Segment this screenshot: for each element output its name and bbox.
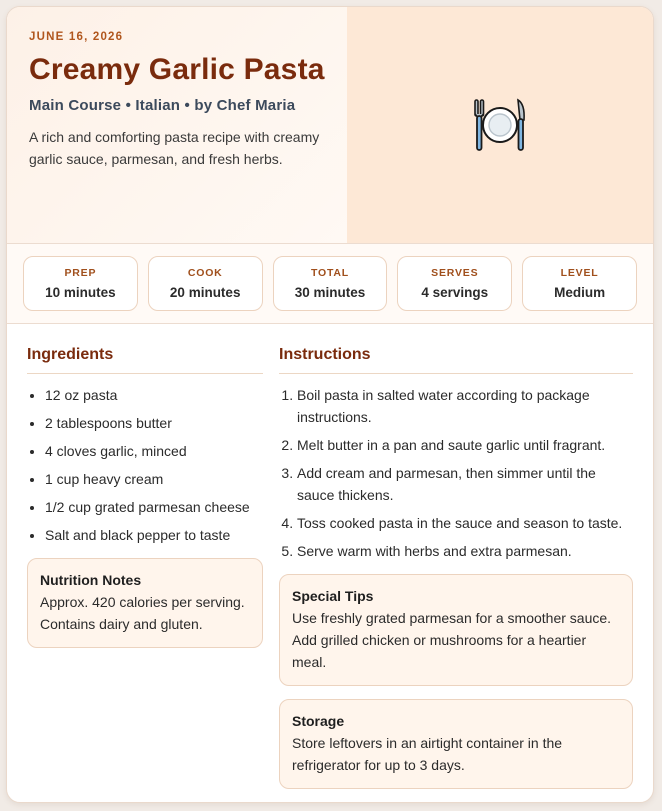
recipe-card [6, 6, 654, 803]
recipe-content [7, 324, 653, 789]
ingredient-item: • Salt and black pepper to taste [45, 524, 263, 546]
ingredients-heading: Ingredients [27, 346, 263, 374]
nutrition-notes-box [27, 558, 263, 648]
storage-box [279, 699, 633, 789]
stat-total [273, 256, 388, 311]
special-tips-title: Special Tips [292, 588, 374, 604]
stat-label: PREP [64, 267, 97, 279]
stat-value: 20 minutes [169, 285, 241, 300]
recipe-description: A rich and comforting pasta recipe with creamy garlic sauce, parmesan, and fresh herbs. [29, 129, 320, 167]
stat-level [522, 256, 637, 311]
stat-prep [23, 256, 138, 311]
special-tips-text: Use freshly grated parmesan for a smoother sauce. Add grilled chicken or mushrooms for a heartier meal. [292, 610, 612, 670]
instruction-step: 4. Toss cooked pasta in the sauce and season to taste. [297, 512, 633, 534]
recipe-subtitle: Main Course • Italian • by Chef Maria [29, 97, 296, 114]
recipe-stats [7, 244, 653, 324]
nutrition-notes-text: Approx. 420 calories per serving. Contains dairy and gluten. [40, 594, 245, 632]
stat-value: Medium [554, 285, 606, 300]
instructions-list [279, 384, 633, 562]
ingredient-item: • 1 cup heavy cream [45, 468, 263, 490]
stat-label: SERVES [431, 267, 479, 279]
ingredients-list [27, 384, 263, 546]
recipe-hero [7, 7, 653, 244]
recipe-title: Creamy Garlic Pasta [29, 53, 325, 86]
instruction-step: 5. Serve warm with herbs and extra parmesan. [297, 540, 633, 562]
instructions-heading: Instructions [279, 346, 633, 374]
instruction-step: 3. Add cream and parmesan, then simmer until the sauce thickens. [297, 462, 633, 506]
stat-value: 10 minutes [45, 285, 116, 300]
stat-label: COOK [187, 267, 223, 279]
stat-value: 30 minutes [294, 285, 366, 300]
instructions-column [279, 346, 633, 789]
hero-image [347, 7, 653, 243]
storage-title: Storage [292, 713, 345, 729]
nutrition-notes-title: Nutrition Notes [40, 572, 142, 588]
hero-text [7, 7, 347, 243]
storage-text: Store leftovers in an airtight container in the refrigerator for up to 3 days. [292, 735, 563, 773]
ingredient-item: • 12 oz pasta [45, 384, 263, 406]
ingredient-item: • 2 tablespoons butter [45, 412, 263, 434]
stat-value: 4 servings [421, 285, 489, 300]
plate-with-cutlery-icon [472, 96, 528, 154]
special-tips-box [279, 574, 633, 686]
ingredient-item: • 4 cloves garlic, minced [45, 440, 263, 462]
stat-label: LEVEL [560, 267, 599, 279]
instruction-step: 1. Boil pasta in salted water according to package instructions. [297, 384, 633, 428]
instruction-step: 2. Melt butter in a pan and saute garlic until fragrant. [297, 434, 633, 456]
stat-serves [397, 256, 512, 311]
stat-cook [148, 256, 263, 311]
stat-label: TOTAL [310, 267, 349, 279]
recipe-date: JUNE 16, 2026 [29, 31, 124, 43]
ingredients-column [27, 346, 263, 789]
ingredient-item: • 1/2 cup grated parmesan cheese [45, 496, 263, 518]
